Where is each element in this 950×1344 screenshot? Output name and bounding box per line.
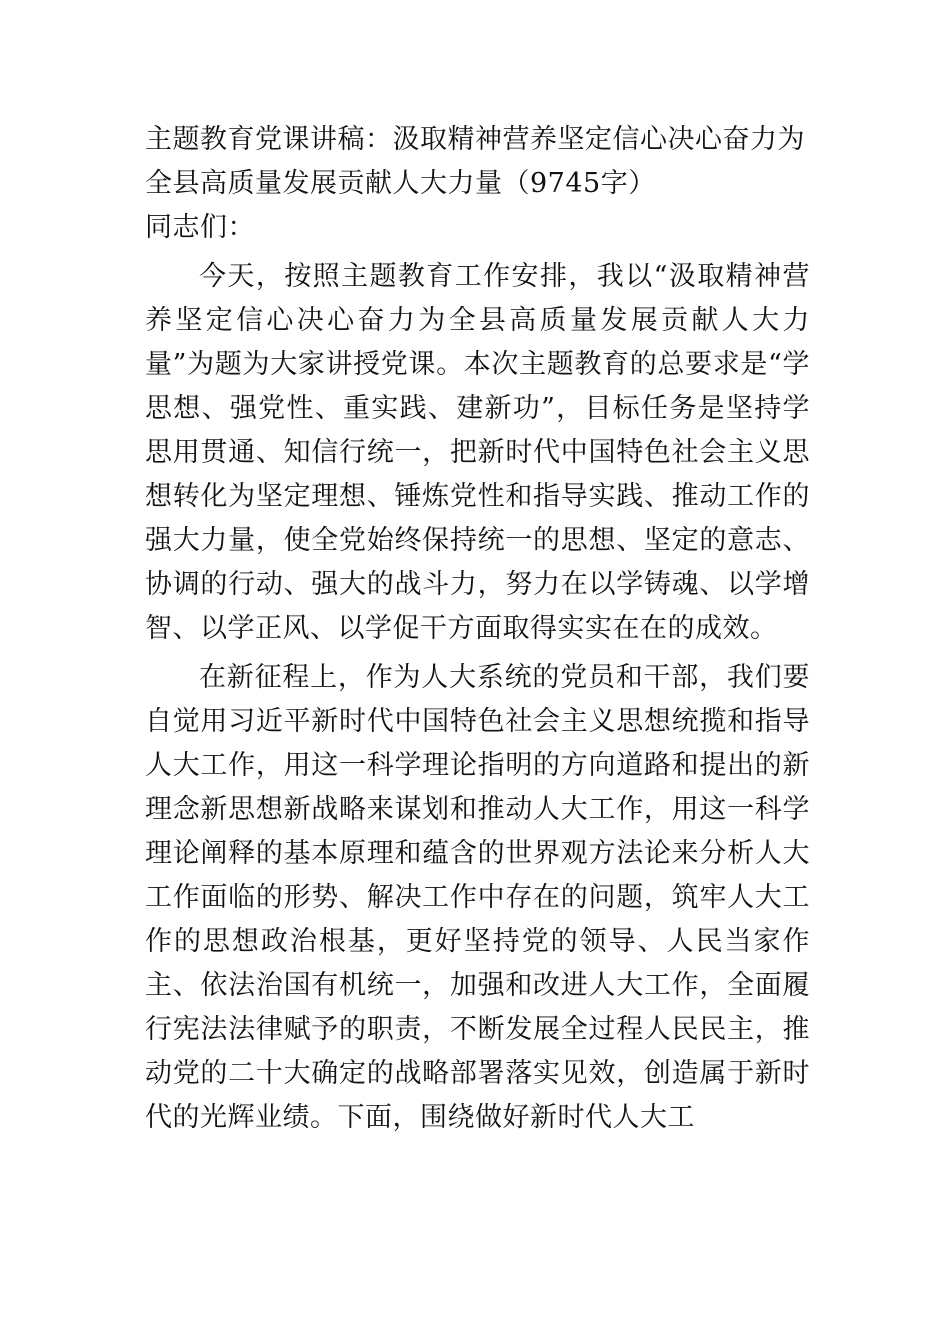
paragraph-new-journey: 在新征程上，作为人大系统的党员和干部，我们要自觉用习近平新时代中国特色社会主义思想统揽和指导人大工作，用这一科学理论指明的方向道路和提出的新理念新思想新战略来谋划和推动人大工作，用这一科学理论阐释的基本原理和蕴含的世界观方法论来分析人大工作面临的形势、解决工作中存在的问题，筑牢人大工作的思想政治根基，更好坚持党的领导、人民当家作主、依法治国有机统一，加强和改进人大工作，全面履行宪法法律赋予的职责，不断发展全过程人民民主，推动党的二十大确定的战略部署落实见效，创造属于新时代的光辉业绩。下面，围绕做好新时代人大工 [145,662,810,1133]
salutation: 同志们： [145,212,255,243]
document-title: 主题教育党课讲稿：汲取精神营养坚定信心决心奋力为全县高质量发展贡献人大力量（9745字） [145,124,805,199]
document-body [145,118,810,1145]
paragraph-intro: 今天，按照主题教育工作安排，我以“汲取精神营养坚定信心决心奋力为全县高质量发展贡献人大力量”为题为大家讲授党课。本次主题教育的总要求是“学思想、强党性、重实践、建新功”，目标任务是坚持学思用贯通、知信行统一，把新时代中国特色社会主义思想转化为坚定理想、锤炼党性和指导实践、推动工作的强大力量，使全党始终保持统一的思想、坚定的意志、协调的行动、强大的战斗力，努力在以学铸魂、以学增智、以学正风、以学促干方面取得实实在在的成效。 [145,261,810,644]
